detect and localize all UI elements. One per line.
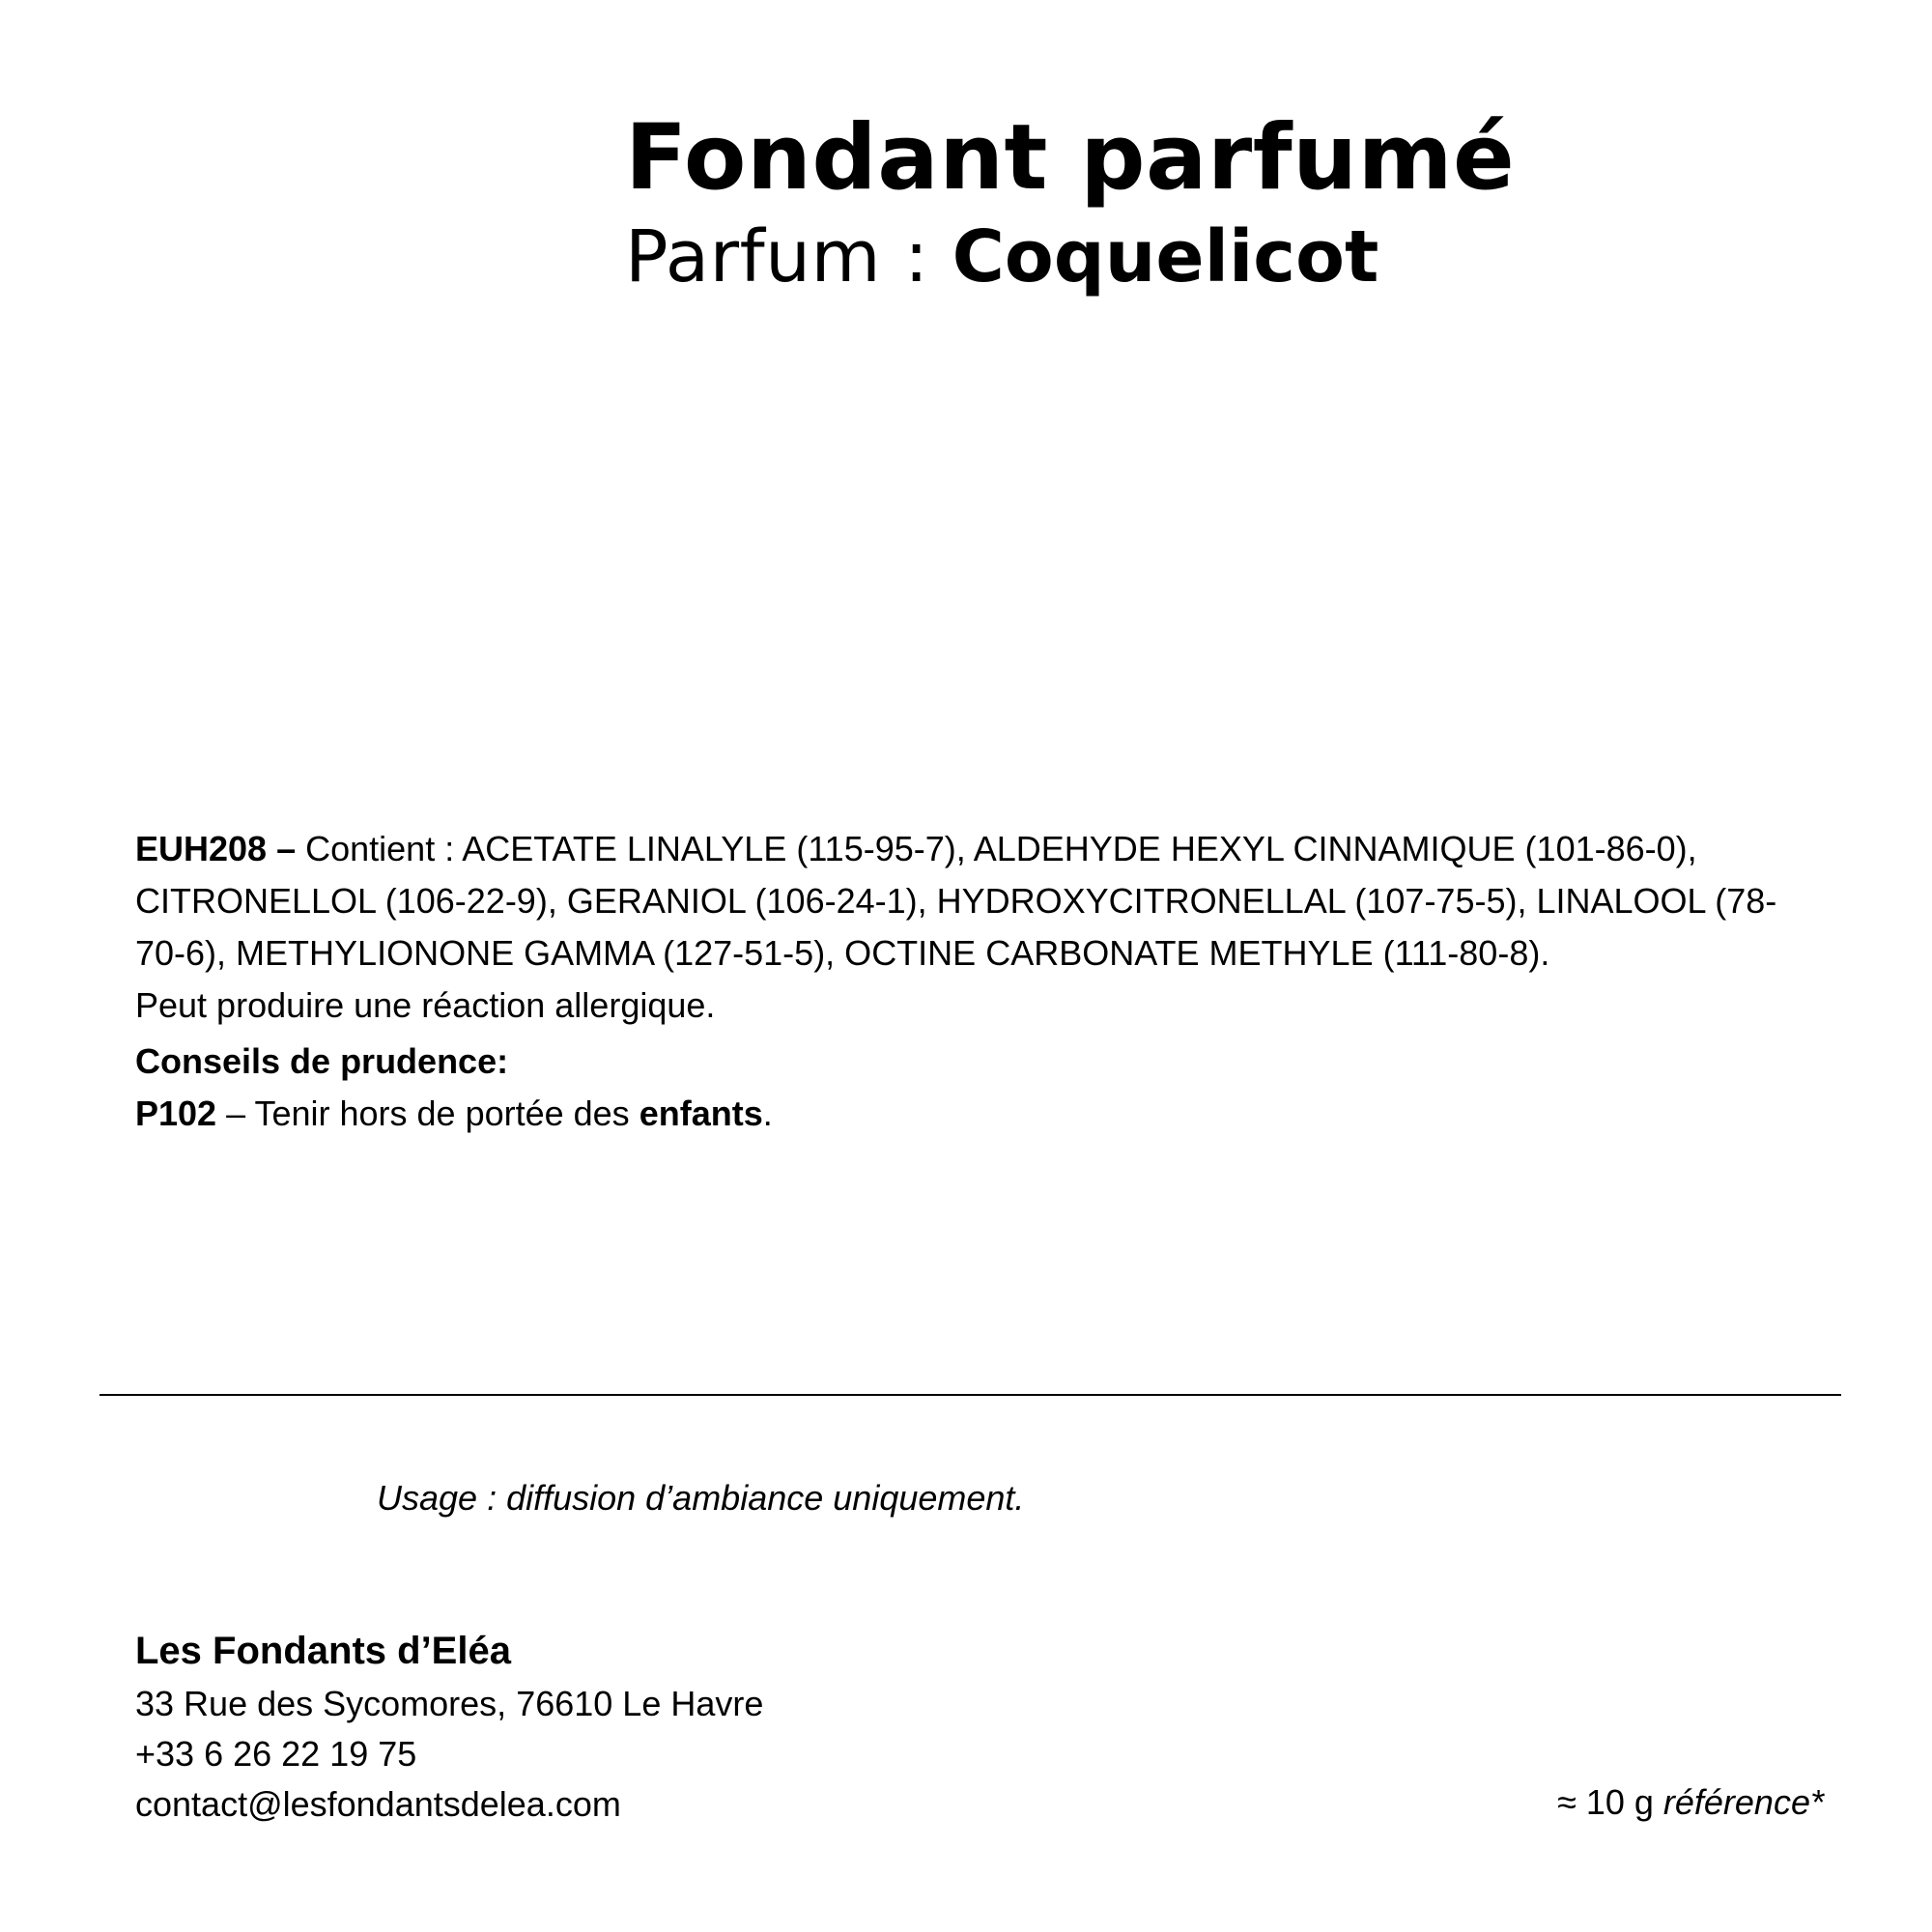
company-name: Les Fondants d’Eléa [135,1630,511,1672]
product-header [625,106,1881,300]
net-weight [1557,1782,1824,1823]
euh-code: EUH208 – [135,829,297,868]
allergy-statement: Peut produire une réaction allergique. [135,985,716,1025]
company-phone: +33 6 26 22 19 75 [135,1734,417,1774]
precaution-heading: Conseils de prudence: [135,1041,509,1081]
fragrance-line [625,214,1881,300]
precaution-statement [135,1088,1816,1140]
precaution-code: P102 [135,1094,217,1133]
weight-value: ≈ 10 g [1557,1782,1663,1822]
weight-reference: référence* [1662,1782,1824,1822]
section-divider [99,1394,1841,1396]
fragrance-label: Parfum : [625,215,952,299]
usage-note: Usage : diffusion d’ambiance uniquement. [377,1478,1025,1518]
product-title: Fondant parfumé [625,105,1516,211]
allergen-list [135,823,1816,980]
company-info [135,1623,763,1830]
company-address: 33 Rue des Sycomores, 76610 Le Havre [135,1684,764,1723]
safety-warning [135,823,1816,1140]
allergen-contents: Contient : ACETATE LINALYLE (115-95-7), ALDEHYDE HEXYL CINNAMIQUE (101-86-0), CITRONELLOL (106-22-9), GERANIOL (106-24-1), HYDROXYCITRONELLAL (107-75-5), LINALOOL (78-70-6), METHYLIONONE GAMMA (127-51-5), OCTINE CARBONATE METHYLE (111-80-8). [135,829,1777,973]
company-email: contact@lesfondantsdelea.com [135,1784,621,1824]
precaution-emphasis: enfants [639,1094,763,1133]
precaution-end: . [762,1094,773,1133]
precaution-text: – Tenir hors de portée des [216,1094,639,1133]
fragrance-name: Coquelicot [952,215,1379,299]
